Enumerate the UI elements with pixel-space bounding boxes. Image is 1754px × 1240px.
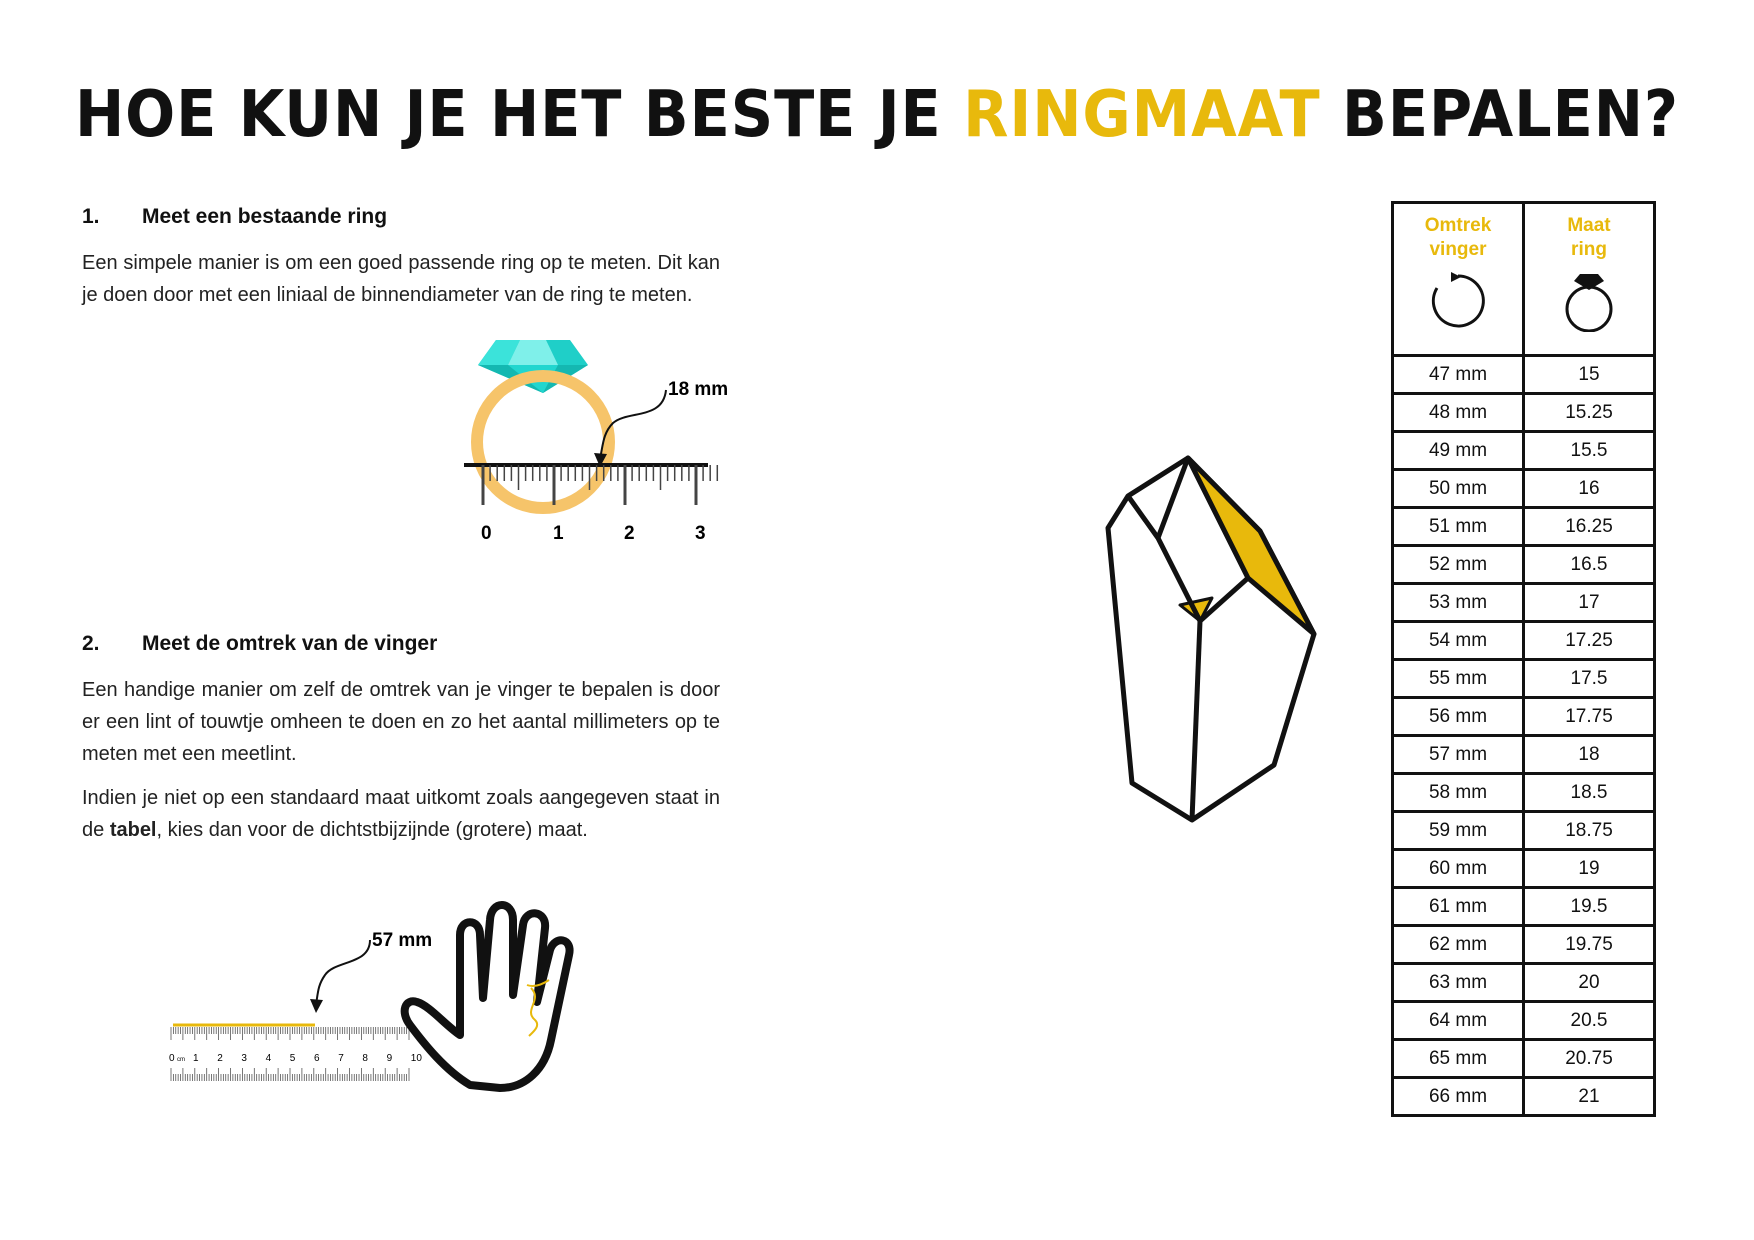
cell-circumference: 53 mm [1393, 584, 1524, 622]
cell-ring-size: 18 [1524, 736, 1655, 774]
ring-measure-label: 18 mm [668, 379, 728, 400]
cell-circumference: 62 mm [1393, 926, 1524, 964]
cell-ring-size: 15.25 [1524, 394, 1655, 432]
table-row [1393, 698, 1655, 736]
step-1-text: Een simpele manier is om een goed passende ring op te meten. Dit kan je doen door met een liniaal de binnendiameter van de ring te meten. [82, 252, 720, 306]
ring-icon [1560, 272, 1618, 332]
table-row [1393, 812, 1655, 850]
table-header-row [1393, 203, 1655, 356]
size-table [1391, 201, 1656, 1117]
cell-ring-size: 19 [1524, 850, 1655, 888]
cell-ring-size: 17 [1524, 584, 1655, 622]
table-reference: tabel [109, 819, 157, 841]
tape-tick-label: 5 [289, 1053, 296, 1064]
table-row [1393, 964, 1655, 1002]
cell-circumference: 47 mm [1393, 356, 1524, 394]
header-label-1: Maat ring [1567, 215, 1611, 260]
step-2-number: 2. [82, 632, 100, 655]
cell-ring-size: 15 [1524, 356, 1655, 394]
cell-circumference: 50 mm [1393, 470, 1524, 508]
gem-ring-icon [458, 335, 728, 555]
table-row [1393, 394, 1655, 432]
step-2-heading [82, 632, 720, 656]
tape-tick-0: 0 [169, 1053, 175, 1064]
step-2-text-2 [82, 782, 720, 846]
cell-circumference: 59 mm [1393, 812, 1524, 850]
step-1-heading [82, 205, 720, 229]
cell-circumference: 57 mm [1393, 736, 1524, 774]
tape-tick-label: 6 [314, 1053, 320, 1064]
cell-circumference: 58 mm [1393, 774, 1524, 812]
ruler-icon [169, 1025, 422, 1081]
circle-arrow-icon [1429, 272, 1487, 330]
table-row [1393, 850, 1655, 888]
cell-circumference: 48 mm [1393, 394, 1524, 432]
table-row [1393, 1040, 1655, 1078]
tape-tick-label: 10 [410, 1053, 422, 1064]
title-part2: BEPALEN? [1320, 78, 1680, 152]
cell-circumference: 54 mm [1393, 622, 1524, 660]
cell-circumference: 63 mm [1393, 964, 1524, 1002]
table-row [1393, 508, 1655, 546]
cell-circumference: 49 mm [1393, 432, 1524, 470]
step-2-title: Meet de omtrek van de vinger [142, 632, 438, 655]
step-1 [82, 205, 720, 311]
title-accent: RINGMAAT [963, 78, 1321, 152]
cell-ring-size: 17.5 [1524, 660, 1655, 698]
cell-ring-size: 20 [1524, 964, 1655, 1002]
cell-ring-size: 16.25 [1524, 508, 1655, 546]
step-1-number: 1. [82, 205, 100, 228]
cell-circumference: 52 mm [1393, 546, 1524, 584]
tape-tick-label: 3 [241, 1053, 247, 1064]
table-row [1393, 660, 1655, 698]
cell-circumference: 64 mm [1393, 1002, 1524, 1040]
step-2-text-2-a: Indien je niet op een standaard maat uitkomt zoals aangegeven staat in de [82, 787, 720, 841]
table-row [1393, 888, 1655, 926]
tape-unit: cm [177, 1057, 185, 1063]
cell-ring-size: 20.75 [1524, 1040, 1655, 1078]
cell-ring-size: 18.5 [1524, 774, 1655, 812]
title-part1: HOE KUN JE HET BESTE JE [74, 78, 964, 152]
step-1-title: Meet een bestaande ring [142, 205, 388, 228]
tape-tick-label: 1 [193, 1053, 199, 1064]
header-ring-size [1524, 203, 1655, 356]
ring-tick-0: 0 [481, 523, 492, 544]
tape-tick-label: 4 [265, 1053, 272, 1064]
table-row [1393, 774, 1655, 812]
hand-ruler-illustration [155, 880, 655, 1100]
cell-ring-size: 18.75 [1524, 812, 1655, 850]
cell-ring-size: 17.25 [1524, 622, 1655, 660]
header-label-0: Omtrek vinger [1424, 215, 1492, 260]
page-title [70, 78, 1684, 152]
table-row [1393, 926, 1655, 964]
table-row [1393, 356, 1655, 394]
header-finger-circumference [1393, 203, 1524, 356]
tape-tick-label: 9 [386, 1053, 393, 1064]
cell-ring-size: 19.5 [1524, 888, 1655, 926]
step-2 [82, 632, 720, 846]
ring-tick-2: 2 [624, 523, 635, 544]
ring-tick-1: 1 [553, 523, 564, 544]
cell-ring-size: 17.75 [1524, 698, 1655, 736]
tape-tick-label: 2 [217, 1053, 223, 1064]
cell-circumference: 65 mm [1393, 1040, 1524, 1078]
tape-measure-label: 57 mm [372, 930, 433, 951]
table-row [1393, 736, 1655, 774]
table-row [1393, 1078, 1655, 1116]
cell-circumference: 66 mm [1393, 1078, 1524, 1116]
cell-circumference: 61 mm [1393, 888, 1524, 926]
ring-tick-3: 3 [695, 523, 706, 544]
tape-tick-label: 8 [362, 1053, 368, 1064]
cell-circumference: 56 mm [1393, 698, 1524, 736]
step-2-text-2-b: , kies dan voor de dichtstbijzijnde (grotere) maat. [156, 819, 588, 841]
crystal-icon [1100, 455, 1340, 830]
table-row [1393, 470, 1655, 508]
cell-ring-size: 20.5 [1524, 1002, 1655, 1040]
tape-tick-label: 7 [338, 1053, 344, 1064]
cell-ring-size: 15.5 [1524, 432, 1655, 470]
cell-ring-size: 21 [1524, 1078, 1655, 1116]
table-row [1393, 584, 1655, 622]
table-row [1393, 622, 1655, 660]
cell-ring-size: 16 [1524, 470, 1655, 508]
cell-circumference: 60 mm [1393, 850, 1524, 888]
table-row [1393, 546, 1655, 584]
cell-circumference: 51 mm [1393, 508, 1524, 546]
cell-ring-size: 16.5 [1524, 546, 1655, 584]
table-row [1393, 1002, 1655, 1040]
cell-ring-size: 19.75 [1524, 926, 1655, 964]
table-row [1393, 432, 1655, 470]
step-2-text-1: Een handige manier om zelf de omtrek van je vinger te bepalen is door er een lint of touwtje omheen te doen en zo het aantal millimeters op te meten met een meetlint. [82, 679, 720, 765]
cell-circumference: 55 mm [1393, 660, 1524, 698]
